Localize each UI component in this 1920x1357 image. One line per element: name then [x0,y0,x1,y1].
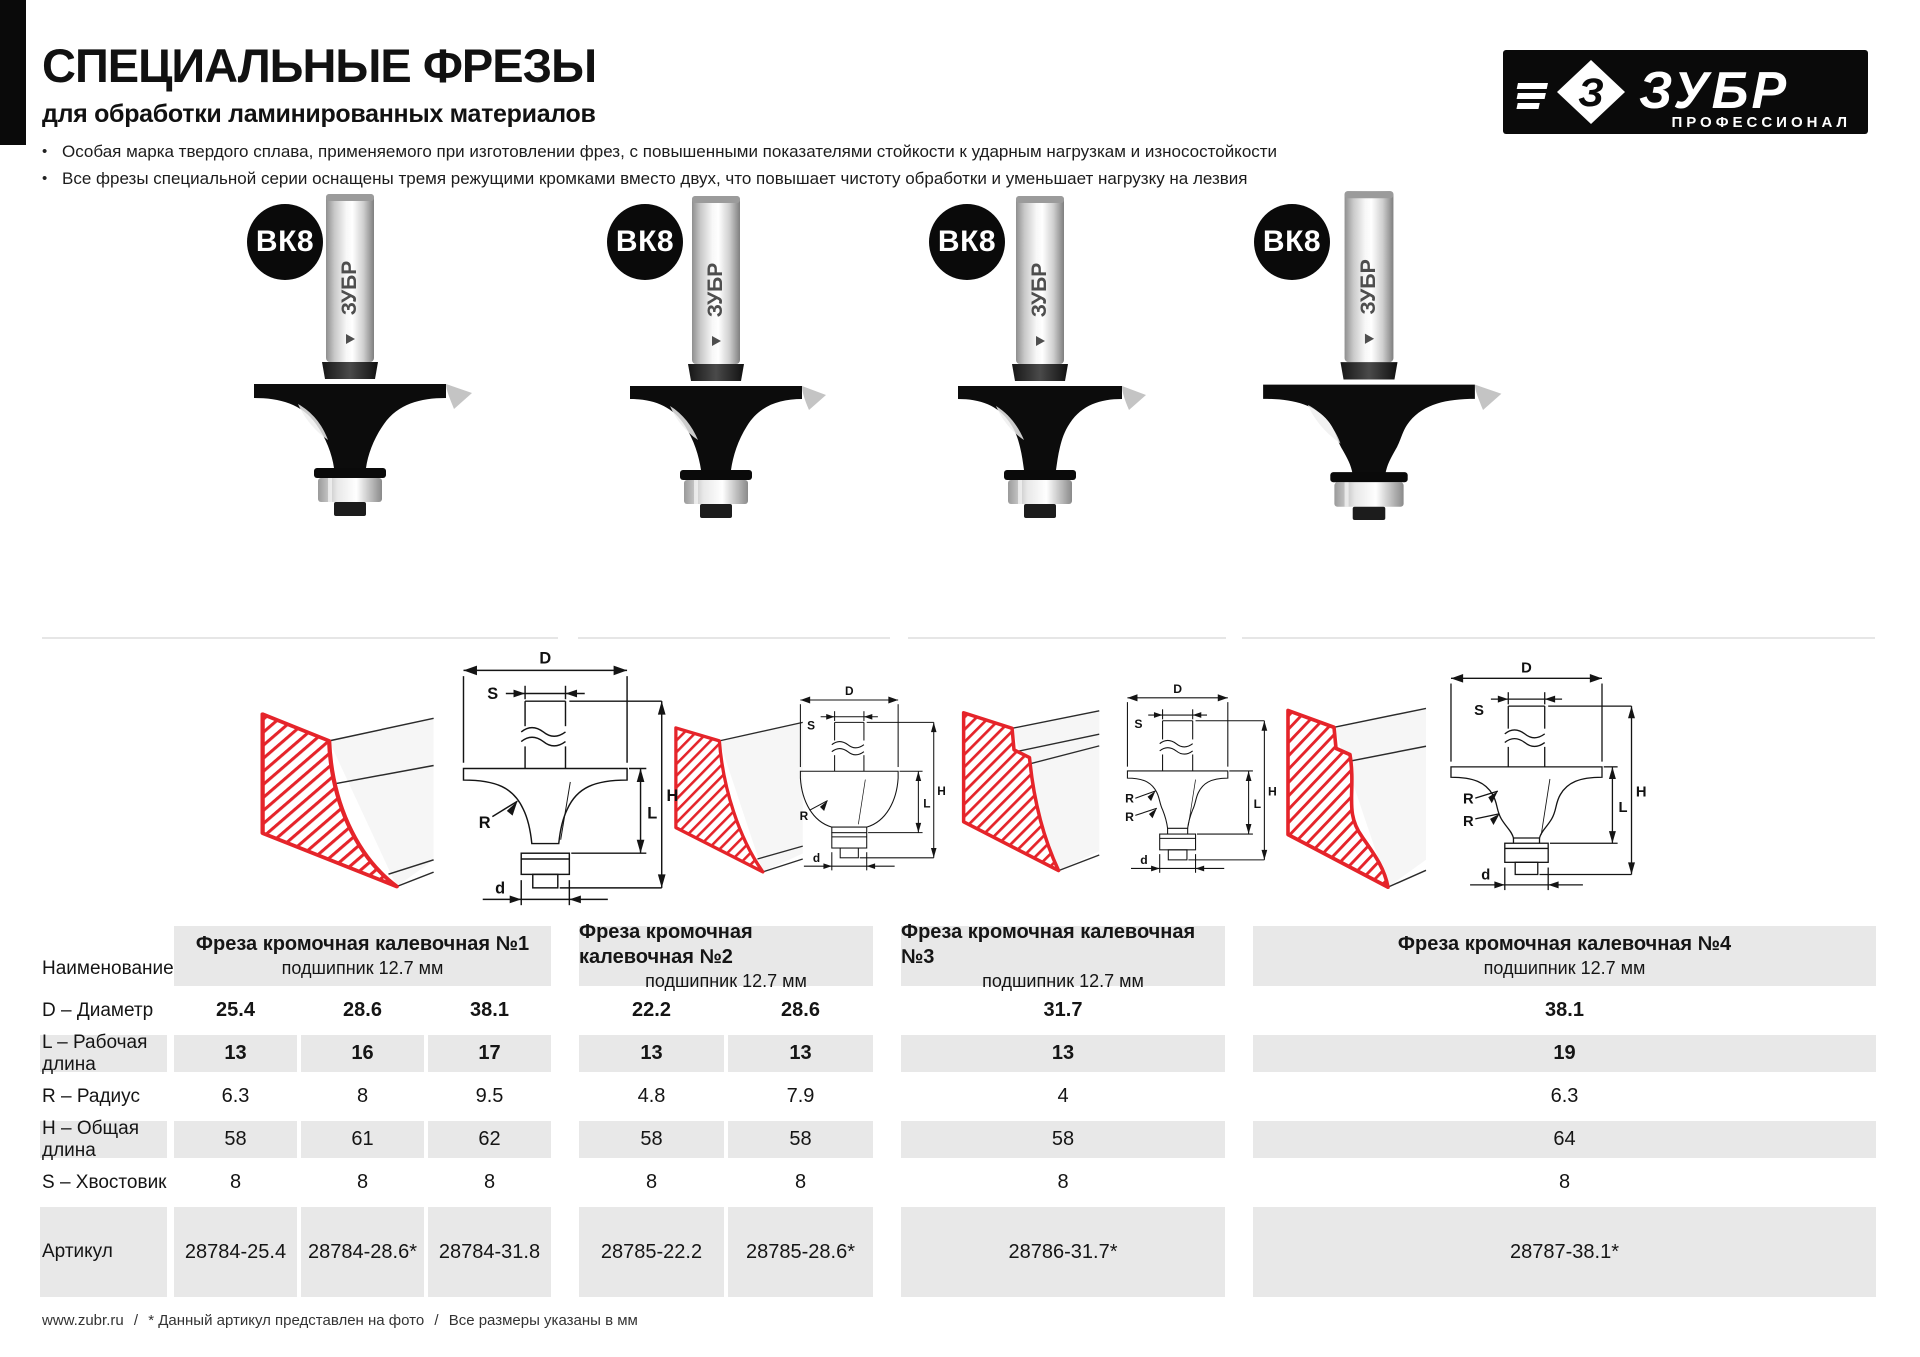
value-cell: 62 [428,1121,551,1158]
product-subtitle: подшипник 12.7 мм [982,970,1144,991]
table-row-shank [40,1164,1920,1201]
dim-label-D: D [1173,681,1183,696]
article-cell: 28786-31.7* [901,1207,1225,1297]
dim-label-R: R [478,814,491,833]
column-header-name: Наименование [42,958,174,979]
value-cell: 8 [645,1171,658,1193]
table-row-working-length [40,1031,1920,1075]
value-cell: 58 [728,1121,873,1158]
dim-label-d: d [812,850,821,865]
dim-label-D: D [844,684,854,699]
bullet-icon: • [42,143,48,160]
shank-brand-text: ЗУБР [338,260,361,316]
value-cell: 64 [1253,1121,1876,1158]
value-cell: 13 [901,1035,1225,1072]
table-row-radius [40,1078,1920,1115]
dimension-drawing-1 [425,648,680,916]
dim-label-S: S [487,685,499,704]
dim-label-R2: R [1463,813,1474,830]
value-cell: 58 [174,1121,297,1158]
brand-logo [1503,50,1868,134]
dim-label-L: L [1618,799,1628,816]
dim-label-H: H [1635,784,1647,801]
dim-label-S: S [807,718,816,733]
row-label: R – Радиус [42,1085,140,1107]
product-title: Фреза кромочная калевочная №1 [195,933,530,956]
value-cell: 61 [301,1121,424,1158]
accent-bar [0,0,26,145]
article-cell: 28784-31.8 [428,1207,551,1297]
edge-profile-drawing-4 [1276,700,1436,905]
shank-brand-text: ЗУБР [1028,262,1051,318]
shank-brand-text: ЗУБР [704,262,727,318]
section-divider [42,637,558,639]
value-cell: 38.1 [1545,999,1584,1021]
material-badge-vk8: ВК8 [607,204,683,280]
dim-label-S: S [1134,716,1143,731]
value-cell: 16 [301,1035,424,1072]
value-cell: 6.3 [221,1085,250,1107]
table-row-overall-length [40,1117,1920,1161]
page-title: СПЕЦИАЛЬНЫЕ ФРЕЗЫ [42,39,597,92]
product-header-4 [1253,926,1876,986]
value-cell: 8 [1057,1171,1069,1193]
article-cell: 28785-28.6* [728,1207,873,1297]
dim-label-S: S [1474,702,1484,719]
value-cell: 9.5 [475,1085,504,1107]
dimension-drawing-2 [762,652,947,910]
value-cell: 13 [174,1035,297,1072]
logo-tagline: ПРОФЕССИОНАЛ [1671,114,1851,131]
product-header-1 [174,926,551,986]
feature-item [42,169,1277,189]
value-cell: 8 [356,1085,369,1107]
value-cell: 19 [1253,1035,1876,1072]
dim-label-H: H [1267,784,1277,799]
footer-separator: / [133,1312,139,1329]
value-cell: 17 [428,1035,551,1072]
footer-separator: / [434,1312,439,1329]
row-label: H – Общая длина [40,1121,167,1158]
logo-brand-text: ЗУБР [1639,62,1790,120]
feature-item [42,142,1277,162]
material-badge-vk8: ВК8 [929,204,1005,280]
table-row-article [40,1207,1920,1297]
dim-label-L: L [1253,797,1262,812]
footer-note-units: Все размеры указаны в мм [448,1312,638,1329]
dim-label-d: d [1481,867,1491,884]
value-cell: 4 [1057,1085,1069,1107]
edge-profile-drawing-3 [952,703,1107,893]
product-header-2 [579,920,873,991]
dimension-drawing-4 [1418,646,1648,912]
section-divider [578,637,890,639]
value-cell: 8 [229,1171,242,1193]
shank-brand-text: ЗУБР [1356,259,1381,315]
article-cell: 28784-28.6* [301,1207,424,1297]
value-cell: 8 [483,1171,496,1193]
page-subtitle: для обработки ламинированных материалов [42,100,596,128]
dim-label-R: R [1463,791,1474,808]
article-cell: 28787-38.1* [1253,1207,1876,1297]
material-badge-vk8: ВК8 [1254,204,1330,280]
table-header-row [40,920,1920,991]
article-cell: 28784-25.4 [174,1207,297,1297]
feature-text: Все фрезы специальной серии оснащены тремя режущими кромками вместо двух, что повышает чистоту обработки и уменьшает нагрузку на лезвия [62,169,1248,188]
footer-note-photo: * Данный артикул представлен на фото [148,1312,425,1329]
row-label: L – Рабочая длина [40,1035,167,1072]
dim-label-H: H [666,787,679,806]
value-cell: 38.1 [470,999,509,1021]
value-cell: 58 [901,1121,1225,1158]
row-label: S – Хвостовик [42,1171,167,1193]
section-divider [1242,637,1875,639]
product-subtitle: подшипник 12.7 мм [281,958,444,979]
value-cell: 8 [1558,1171,1571,1193]
product-header-3 [901,920,1225,991]
material-badge-vk8: ВК8 [247,204,323,280]
dim-label-D: D [1521,660,1532,677]
table-row-diameter [40,992,1920,1029]
value-cell: 8 [356,1171,369,1193]
value-cell: 58 [579,1121,724,1158]
product-title: Фреза кромочная калевочная №2 [579,920,753,968]
dim-label-d: d [495,879,506,898]
value-cell: 7.9 [786,1085,815,1107]
section-divider [908,637,1226,639]
feature-text: Особая марка твердого сплава, применяемого при изготовлении фрез, с повышенными показателями стойкости к ударным нагрузкам и износостойкости [62,142,1278,161]
site-url: www.zubr.ru [42,1312,124,1329]
dim-label-R2: R [1125,810,1134,825]
dim-label-L: L [923,796,931,811]
dim-label-d: d [1140,853,1148,868]
value-cell: 31.7 [1043,999,1083,1021]
value-cell: 25.4 [216,999,255,1021]
article-cell: 28785-22.2 [579,1207,724,1297]
value-cell: 28.6 [781,999,820,1021]
value-cell: 22.2 [632,999,671,1021]
value-cell: 6.3 [1550,1085,1579,1107]
value-cell: 28.6 [343,999,382,1021]
product-subtitle: подшипник 12.7 мм [645,970,807,991]
dim-label-H: H [937,783,946,798]
dimension-drawing-3 [1088,652,1278,910]
logo-mark: З [1578,71,1604,115]
dim-label-L: L [647,804,658,823]
product-title: Фреза кромочная калевочная №3 [901,920,1196,968]
product-subtitle: подшипник 12.7 мм [1483,958,1646,979]
value-cell: 13 [579,1035,724,1072]
product-title: Фреза кромочная калевочная №4 [1397,933,1732,956]
dim-label-R: R [1125,791,1134,806]
dim-label-D: D [539,649,552,668]
spec-table [0,920,1920,1297]
row-label: D – Диаметр [42,999,154,1021]
value-cell: 8 [794,1171,807,1193]
dim-label-R: R [799,809,809,824]
edge-profile-drawing-1 [246,706,436,906]
row-label: Артикул [40,1207,167,1297]
value-cell: 4.8 [637,1085,666,1107]
value-cell: 13 [728,1035,873,1072]
bullet-icon: • [42,170,48,187]
page-footer [42,1312,644,1329]
